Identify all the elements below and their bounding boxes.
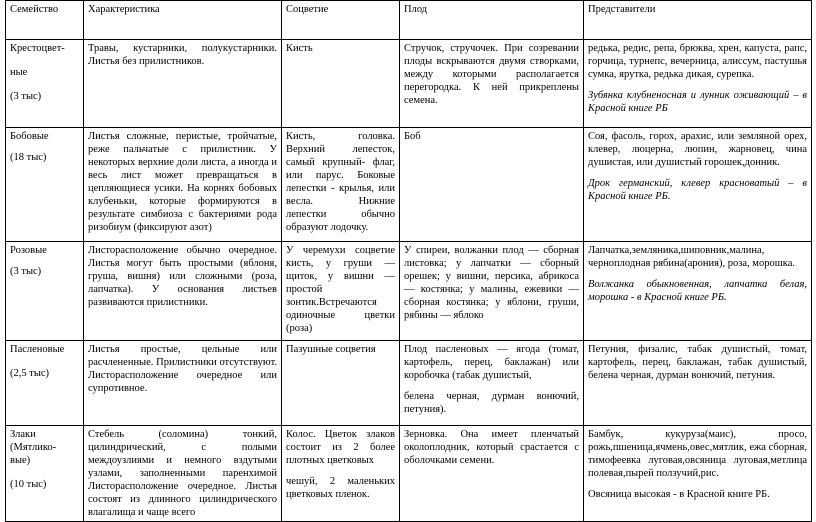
- red-book-note: Волжанка обыкновенная, лапчатка белая, морошка - в Красной книге РБ.: [588, 279, 807, 303]
- characteristic-cell: Травы, кустарники, полукустарники. Листья без прилистников.: [84, 40, 282, 128]
- red-book-note: Овсяница высокая - в Красной книге РБ.: [588, 489, 770, 500]
- red-book-note: Дрок германский, клевер красноватый – в Красной книге РБ.: [588, 178, 807, 202]
- characteristic-cell: Листья сложные, перистые, тройчатые, реже пальчатые с прилистник. У некоторых верхние доли листа, а иногда и весь лист может превращаться в цепляющиеся усики. На корнях бобовых клубеньки, которые формируются в результате симбиоза с бактериями рода ризобиум (фиксируют азот): [84, 128, 282, 242]
- header-characteristic: Характеристика: [84, 1, 282, 40]
- red-book-note: Зубянка клубненосная и лунник оживающий – в Красной книге РБ: [588, 90, 807, 114]
- representatives-cell: Петуния, физалис, табак душистый, томат, картофель, перец, баклажан, табак душистый, белена черная, дурман вонючий, петуния.: [584, 341, 812, 426]
- fruit-cell: У спиреи, волжанки плод — сборная листовка; у лапчатки — сборный орешек; у вишни, персика, абрикоса — костянка; у малины, ежевики — сборная костянка; у яблони, груши, рябины — яблоко: [400, 242, 584, 341]
- family-cell: Розовые (3 тыс): [6, 242, 84, 341]
- header-representatives: Представители: [584, 1, 812, 40]
- header-row: [6, 1, 812, 40]
- table-row-fabaceae: [6, 128, 812, 242]
- inflorescence-cell: Кисть: [282, 40, 400, 128]
- fruit-cell: Стручок, стручочек. При созревании плоды вскрываются двумя створками, между которыми располагается перегородка. К ней прикреплены семена.: [400, 40, 584, 128]
- fruit-cell: Плод пасленовых — ягода (томат, картофель, перец, баклажан) или коробочка (табак душистый, белена черная, дурман вонючий, петуния).: [400, 341, 584, 426]
- characteristic-cell: Стебель (соломина) тонкий, цилиндрический, с полыми междоузлиями и немного вздутыми узлами, заполненными паренхимой Листорасположение очередное. Листья состоят из длинного цилиндрического влагалища и чаще всего: [84, 426, 282, 522]
- family-cell: Крестоцвет- ные (3 тыс): [6, 40, 84, 128]
- representatives-cell: Бамбук, кукуруза(маис), просо, рожь,пшеница,ячмень,овес,мятлик, ежа сборная, тимофеевка луговая,овсяница луговая,метлица полевая,пырей ползучий,рис. Овсяница высокая - в Красной книге РБ.: [584, 426, 812, 522]
- fruit-cell: Зерновка. Она имеет пленчатый околоплодник, который срастается с оболочками семени.: [400, 426, 584, 522]
- inflorescence-cell: Колос. Цветок злаков состоит из 2 более плотных цветковых чешуй, 2 маленьких цветковых пленок.: [282, 426, 400, 522]
- inflorescence-cell: Кисть, головка. Верхний лепесток, самый крупный- флаг, или парус. Боковые лепестки - крылья, или весла. Нижние лепестки обычно образуют лодочку.: [282, 128, 400, 242]
- table-row-solanaceae: [6, 341, 812, 426]
- representatives-cell: Соя, фасоль, горох, арахис, или земляной орех, клевер, люцерна, люпин, жарновец, чина душистая, или душистый горошек,донник. Дрок германский, клевер красноватый – в Красной книге РБ.: [584, 128, 812, 242]
- inflorescence-cell: У черемухи соцветие кисть, у груши — щиток, у вишни — простой зонтик.Встречаются одиночные цветки (роза): [282, 242, 400, 341]
- table-row-cruciferae: [6, 40, 812, 128]
- characteristic-cell: Листорасположение обычно очередное. Листья могут быть простыми (яблоня, груша, вишня) или сложными (роза, лапчатка). У основания листьев развиваются прилистники.: [84, 242, 282, 341]
- characteristic-cell: Листья простые, цельные или расчлененные. Прилистники отсутствуют. Листорасположение очередное или супротивное.: [84, 341, 282, 426]
- representatives-cell: редька, редис, репа, брюква, хрен, капуста, рапс, горчица, турнепс, вечерница, алиссум, пастушья сумка, ярутка, редька дикая, сурепка. Зубянка клубненосная и лунник оживающий – в Красной книге РБ: [584, 40, 812, 128]
- table-row-poaceae: [6, 426, 812, 522]
- family-cell: Злаки (Мятлико- вые) (10 тыс): [6, 426, 84, 522]
- header-family: Семейство: [6, 1, 84, 40]
- table-row-rosaceae: [6, 242, 812, 341]
- fruit-cell: Боб: [400, 128, 584, 242]
- inflorescence-cell: Пазушные соцветия: [282, 341, 400, 426]
- family-cell: Бобовые (18 тыс): [6, 128, 84, 242]
- header-inflorescence: Соцветие: [282, 1, 400, 40]
- families-table: [5, 0, 812, 522]
- family-cell: Пасленовые (2,5 тыс): [6, 341, 84, 426]
- header-fruit: Плод: [400, 1, 584, 40]
- representatives-cell: Лапчатка,земляника,шиповник,малина, черноплодная рябина(арония), роза, морошка. Волжанка обыкновенная, лапчатка белая, морошка - в Красной книге РБ.: [584, 242, 812, 341]
